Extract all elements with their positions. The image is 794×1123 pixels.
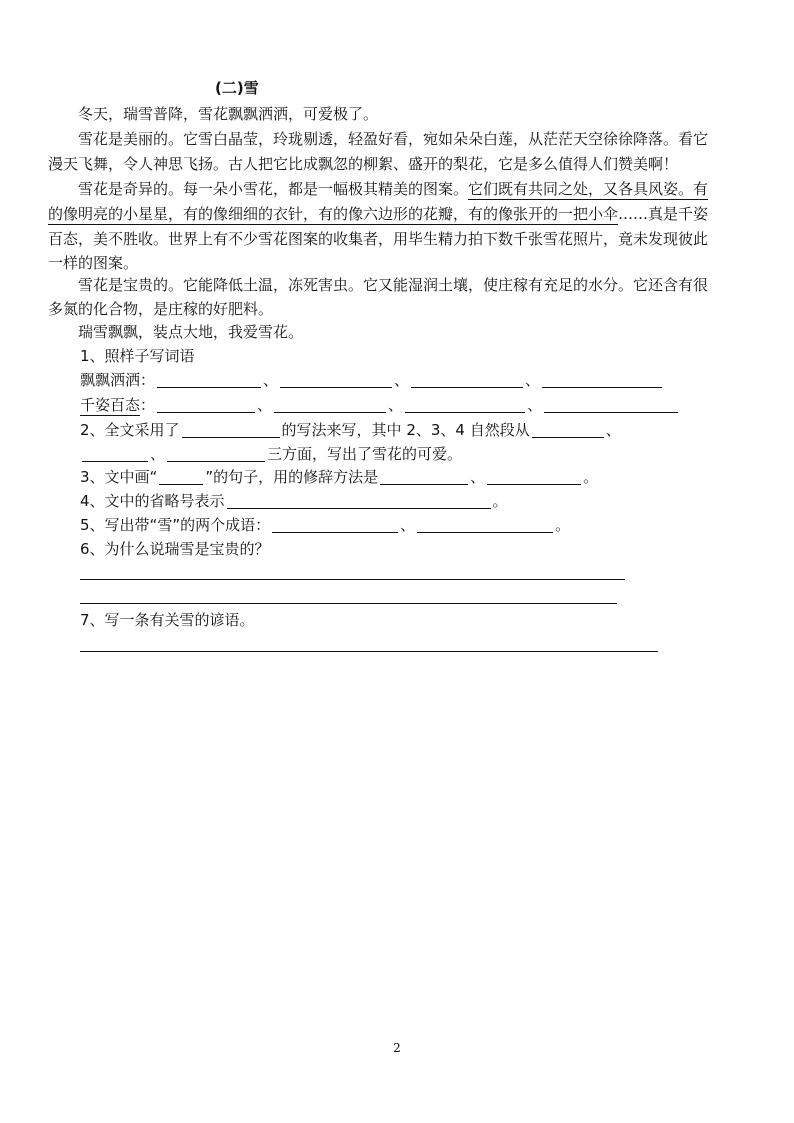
question-1 [80, 344, 784, 368]
passage-paragraph-2-line-1 [48, 127, 752, 151]
section-title: (二)雪 [215, 79, 259, 97]
separator: 、 [525, 371, 541, 389]
question-text: 7、写一条有关雪的谚语。 [80, 611, 255, 629]
answer-blank[interactable] [157, 386, 261, 388]
separator: 、 [605, 421, 621, 439]
answer-blank[interactable] [532, 436, 604, 438]
period: 。 [583, 468, 599, 486]
question-text: 的写法来写，其中 2、3、4 自然段从 [281, 421, 530, 439]
passage-text: 瑞雪飘飘，装点大地，我爱雪花。 [78, 323, 304, 341]
passage-paragraph-3-line-3 [48, 227, 752, 251]
passage-text: 一样的图案。 [48, 254, 139, 272]
answer-blank[interactable] [182, 436, 280, 438]
passage-paragraph-4-line-1 [48, 273, 752, 297]
answer-blank[interactable] [227, 507, 491, 509]
answer-line[interactable] [80, 603, 617, 604]
underlined-sentence: 它们既有共同之处，又各具风姿。有 [468, 180, 709, 198]
question-2-line-2 [80, 442, 784, 466]
passage-text: ……真是千姿 [618, 205, 709, 223]
question-1-row-b [80, 393, 784, 417]
separator: 、 [257, 396, 273, 414]
answer-blank[interactable] [157, 411, 255, 413]
passage-text: 雪花是宝贵的。它能降低土温，冻死害虫。它又能湿润土壤，使庄稼有充足的水分。它还含有很 [78, 276, 709, 294]
answer-blank[interactable] [411, 386, 523, 388]
passage-paragraph-3-line-1 [48, 177, 752, 201]
separator: 、 [527, 396, 543, 414]
question-text: 三方面，写出了雪花的可爱。 [267, 445, 463, 463]
question-text: 4、文中的省略号表示 [80, 492, 225, 510]
page-number: 2 [393, 1041, 401, 1055]
passage-paragraph-3-line-4 [48, 251, 752, 275]
answer-blank[interactable] [544, 411, 678, 413]
passage-paragraph-2-line-2 [48, 152, 752, 176]
question-text: 1、照样子写词语 [80, 347, 195, 365]
question-label: 千姿百态 [80, 396, 141, 414]
question-label: 飘飘洒洒： [80, 371, 156, 389]
separator: 、 [263, 371, 279, 389]
separator: 、 [470, 468, 486, 486]
question-text: 6、为什么说瑞雪是宝贵的？ [80, 540, 270, 558]
passage-paragraph-1 [48, 102, 752, 126]
question-text: 2、全文采用了 [80, 421, 180, 439]
period: 。 [555, 516, 571, 534]
answer-line[interactable] [80, 651, 658, 652]
answer-line[interactable] [80, 579, 625, 580]
answer-blank[interactable] [542, 386, 662, 388]
question-text: 3、文中画“ [80, 468, 158, 486]
passage-text: 漫天飞舞，令人神思飞扬。古人把它比成飘忽的柳絮、盛开的梨花，它是多么值得人们赞美啊！ [48, 155, 679, 173]
question-3 [80, 465, 784, 489]
answer-blank[interactable] [82, 460, 148, 462]
separator: 、 [400, 516, 416, 534]
answer-blank[interactable] [487, 483, 581, 485]
question-text: 5、写出带“雪”的两个成语： [80, 516, 271, 534]
passage-paragraph-4-line-2 [48, 297, 752, 321]
passage-text: 冬天，瑞雪普降，雪花飘飘洒洒，可爱极了。 [78, 105, 379, 123]
separator: 、 [388, 396, 404, 414]
answer-blank[interactable] [159, 483, 203, 485]
answer-blank[interactable] [274, 411, 386, 413]
passage-text: 多氮的化合物，是庄稼的好肥料。 [48, 300, 274, 318]
underlined-sentence: 的像明亮的小星星，有的像细细的衣针，有的像六边形的花瓣，有的像张开的一把小伞 [48, 205, 619, 223]
question-5 [80, 513, 784, 537]
answer-blank[interactable] [417, 531, 553, 533]
question-colon: ： [140, 396, 156, 414]
answer-blank[interactable] [380, 483, 468, 485]
passage-text: 百态，美不胜收。世界上有不少雪花图案的收集者，用毕生精力拍下数千张雪花照片，竟未发现彼此 [48, 230, 709, 248]
answer-blank[interactable] [272, 531, 398, 533]
passage-text: 雪花是美丽的。它雪白晶莹，玲珑剔透，轻盈好看，宛如朵朵白莲，从茫茫天空徐徐降落。看它 [78, 130, 709, 148]
question-2-line-1 [80, 418, 784, 442]
question-1-row-a [80, 368, 784, 392]
separator: 、 [150, 445, 166, 463]
separator: 、 [394, 371, 410, 389]
passage-paragraph-5 [48, 320, 752, 344]
passage-text: 雪花是奇异的。每一朵小雪花，都是一幅极其精美的图案。 [78, 180, 469, 198]
answer-blank[interactable] [405, 411, 525, 413]
question-7 [80, 608, 784, 632]
period: 。 [492, 492, 508, 510]
answer-blank[interactable] [280, 386, 392, 388]
answer-blank[interactable] [167, 460, 265, 462]
question-6 [80, 537, 784, 561]
question-4 [80, 489, 784, 513]
question-text: ”的句子，用的修辞方法是 [205, 468, 379, 486]
passage-paragraph-3-line-2 [48, 202, 752, 226]
